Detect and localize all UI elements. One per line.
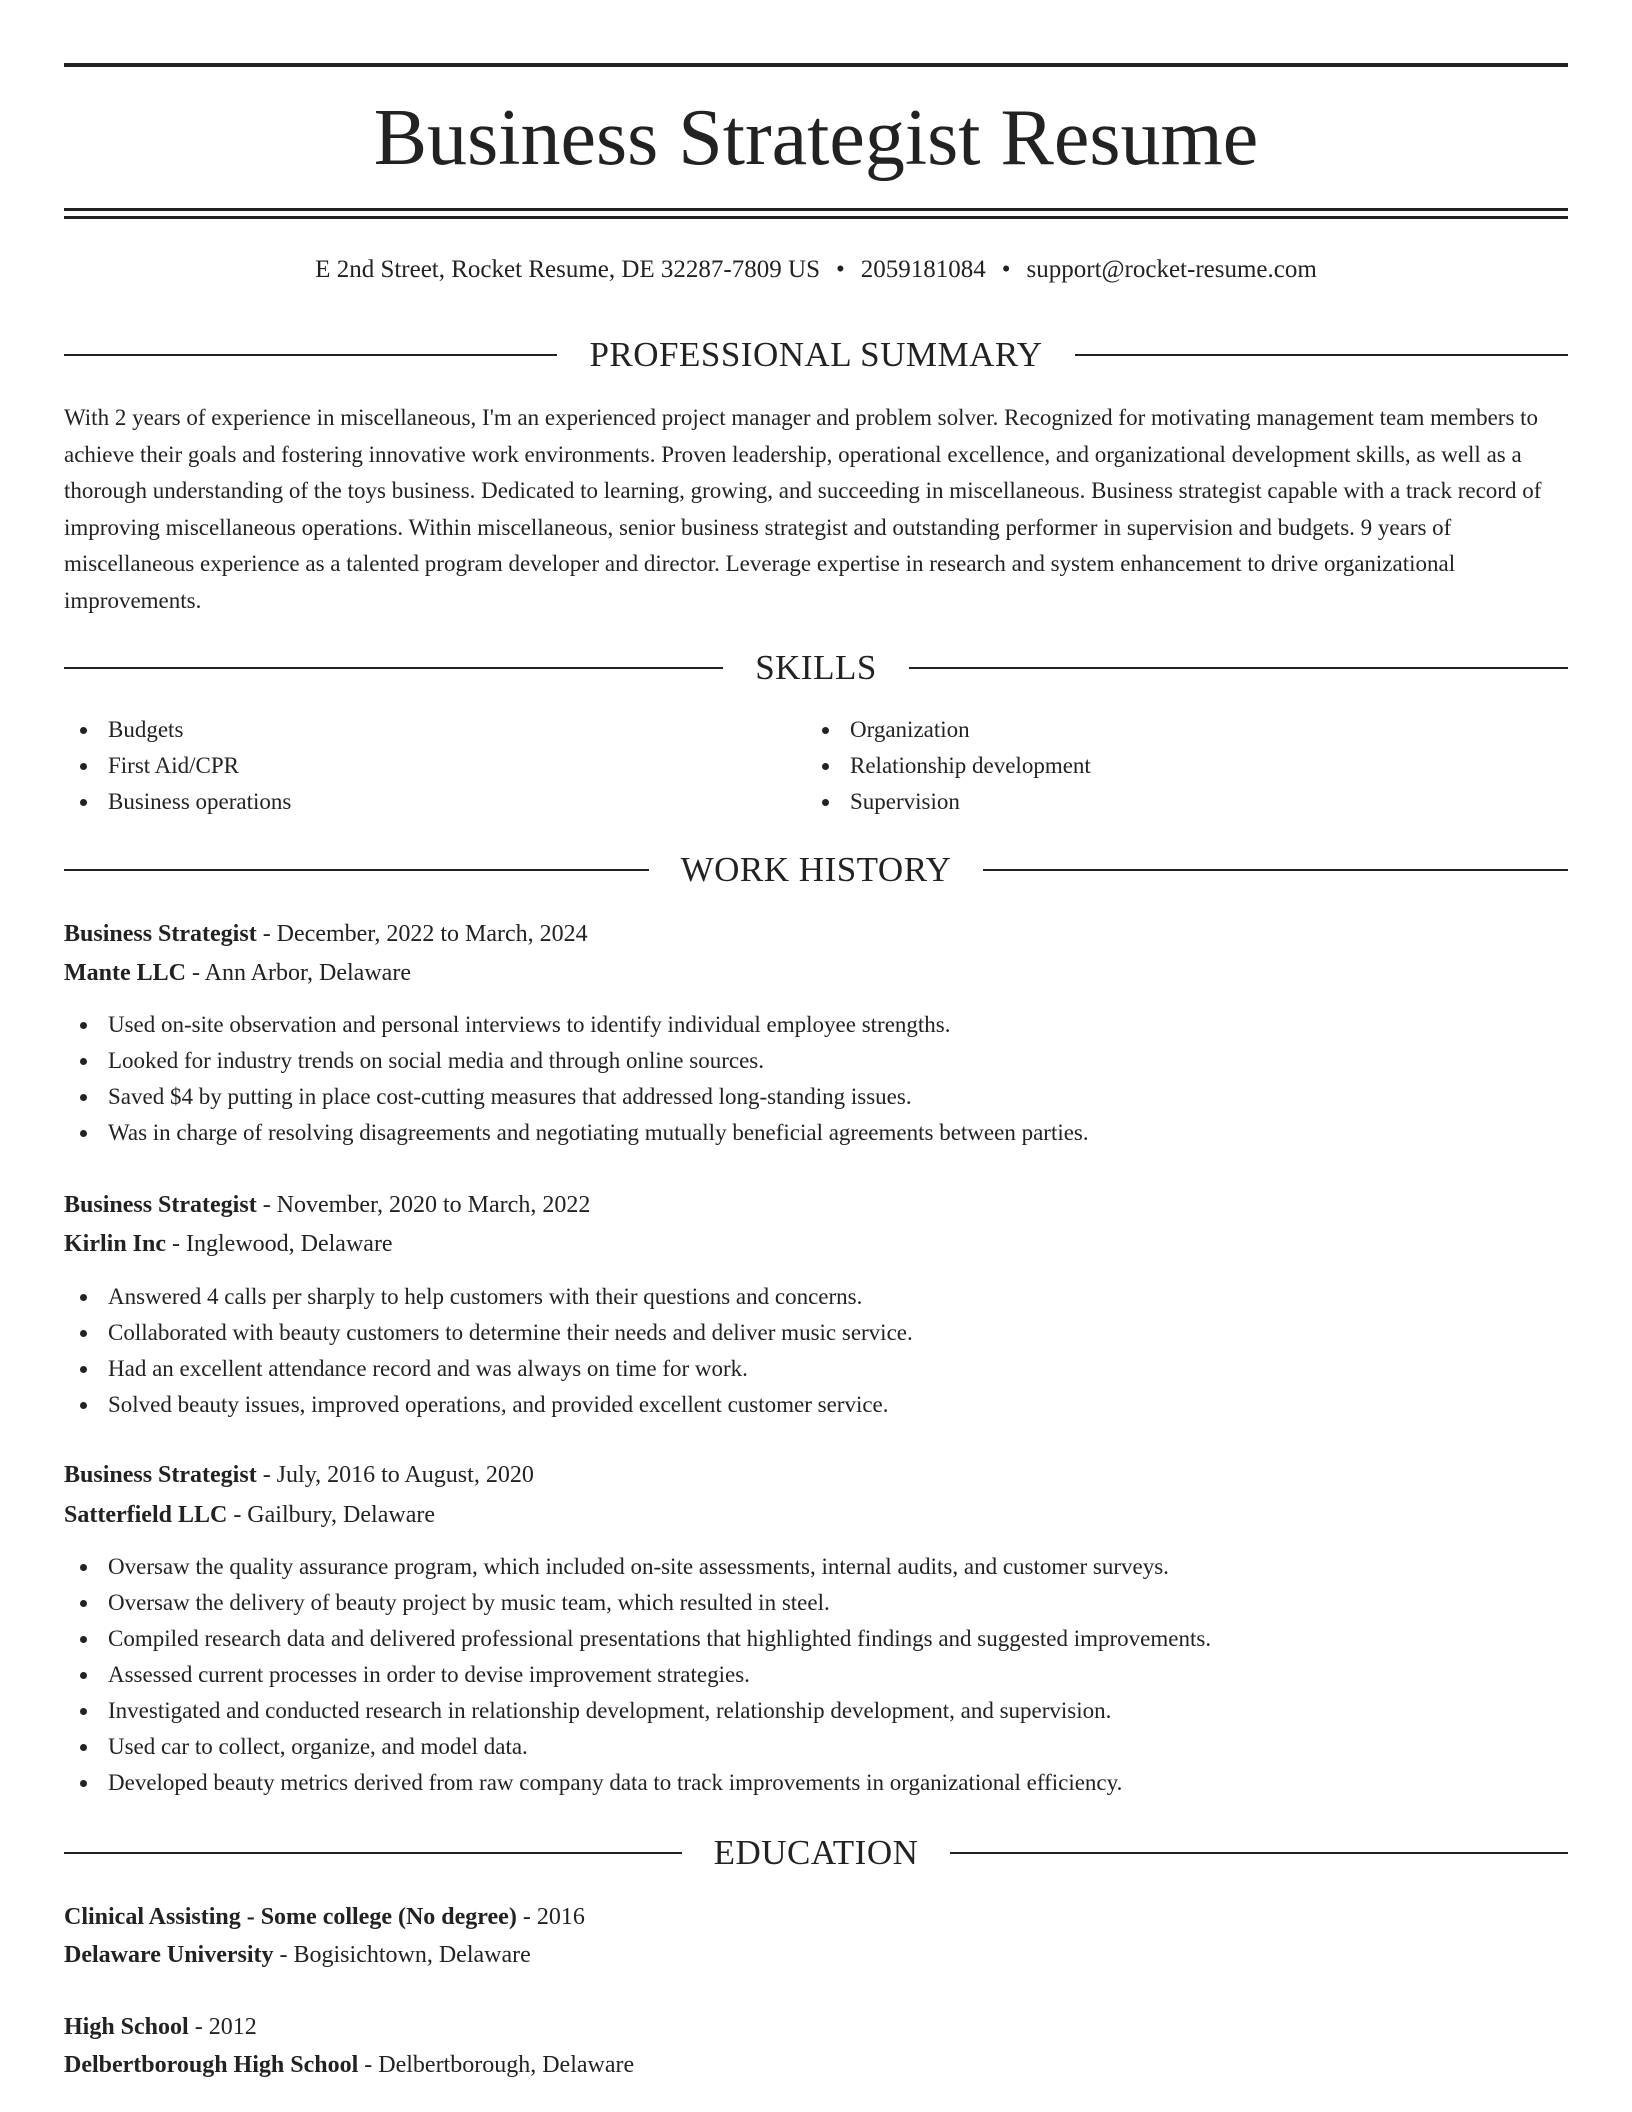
job-company: Satterfield LLC: [64, 1502, 228, 1528]
job-company-line: [64, 1226, 1568, 1262]
education-year: - 2016: [516, 1904, 585, 1930]
skills-list-right: [806, 712, 1546, 820]
job-title: Business Strategist: [64, 1192, 257, 1218]
heading-rule: [64, 667, 723, 669]
job-location: - Inglewood, Delaware: [166, 1231, 393, 1257]
job-title-line: [64, 916, 1568, 952]
job-location: - Ann Arbor, Delaware: [186, 960, 411, 986]
resume-title: Business Strategist Resume: [373, 94, 1259, 182]
job-bullets: [64, 1007, 1568, 1151]
skill-item: Budgets: [64, 712, 804, 748]
education-heading: [64, 1832, 1568, 1874]
skill-item: Relationship development: [806, 748, 1546, 784]
job-location: - Gailbury, Delaware: [227, 1502, 435, 1528]
heading-rule: [1075, 354, 1568, 356]
summary-text: With 2 years of experience in miscellaneous, I'm an experienced project manager and problem solver. Recognized for motivating management team members to achieve their goals and fostering innovative work environments. Proven leadership, operational excellence, and organizational development skills, as well as a thorough understanding of the toys business. Dedicated to learning, growing, and succeeding in miscellaneous. Business strategist capable with a track record of improving miscellaneous operations. Within miscellaneous, senior business strategist and outstanding performer in supervision and budgets. 9 years of miscellaneous experience as a talented program developer and director. Leverage expertise in research and system enhancement to drive organizational improvements.: [64, 405, 1542, 613]
job-bullet: Oversaw the quality assurance program, which included on-site assessments, internal audits, and customer surveys.: [64, 1549, 1568, 1585]
job-bullet: Used car to collect, organize, and model data.: [64, 1729, 1568, 1765]
contact-separator: •: [835, 256, 845, 283]
heading-rule: [909, 667, 1568, 669]
top-rule: [64, 63, 1568, 67]
double-rule-lower: [64, 216, 1568, 219]
job-bullet: Answered 4 calls per sharply to help customers with their questions and concerns.: [64, 1279, 1568, 1315]
education-school: Delaware University: [64, 1942, 274, 1968]
job-bullet: Used on-site observation and personal interviews to identify individual employee strengths.: [64, 1007, 1568, 1043]
heading-rule: [950, 1852, 1568, 1854]
job-bullet: Compiled research data and delivered professional presentations that highlighted findings and suggested improvements.: [64, 1621, 1568, 1657]
heading-rule: [64, 869, 649, 871]
contact-email: support@rocket-resume.com: [1026, 256, 1317, 283]
contact-separator: •: [1001, 256, 1011, 283]
skills-heading-label: SKILLS: [755, 648, 877, 687]
skills-list-left: [64, 712, 804, 820]
job-bullet: Had an excellent attendance record and was always on time for work.: [64, 1351, 1568, 1387]
job-bullet: Investigated and conducted research in relationship development, relationship development, and supervision.: [64, 1693, 1568, 1729]
job-title-line: [64, 1187, 1568, 1223]
job-bullets: [64, 1549, 1568, 1801]
job-company: Mante LLC: [64, 960, 186, 986]
education-degree-line: [64, 2009, 1568, 2045]
job-title: Business Strategist: [64, 1462, 257, 1488]
education-degree-line: [64, 1899, 1568, 1935]
skill-item: Business operations: [64, 784, 804, 820]
summary-heading-label: PROFESSIONAL SUMMARY: [589, 335, 1043, 374]
work-history-heading: [64, 849, 1568, 891]
job-bullet: Developed beauty metrics derived from raw company data to track improvements in organizational efficiency.: [64, 1765, 1568, 1801]
education-location: - Delbertborough, Delaware: [358, 2052, 635, 2078]
skill-item: Supervision: [806, 784, 1546, 820]
skill-item: First Aid/CPR: [64, 748, 804, 784]
education-year: - 2012: [188, 2014, 257, 2040]
job-bullet: Assessed current processes in order to devise improvement strategies.: [64, 1657, 1568, 1693]
job-bullets: [64, 1279, 1568, 1423]
education-heading-label: EDUCATION: [713, 1833, 919, 1872]
job-title-line: [64, 1457, 1568, 1493]
job-company-line: [64, 955, 1568, 991]
job-dates: - December, 2022 to March, 2024: [256, 921, 588, 947]
job-bullet: Looked for industry trends on social media and through online sources.: [64, 1043, 1568, 1079]
education-degree: Clinical Assisting - Some college (No degree): [64, 1904, 517, 1930]
contact-phone: 2059181084: [860, 256, 986, 283]
heading-rule: [64, 354, 557, 356]
heading-rule: [983, 869, 1568, 871]
contact-line: [64, 253, 1568, 287]
skill-item: Organization: [806, 712, 1546, 748]
education-location: - Bogisichtown, Delaware: [273, 1942, 531, 1968]
job-title: Business Strategist: [64, 921, 257, 947]
job-dates: - July, 2016 to August, 2020: [256, 1462, 534, 1488]
education-school-line: [64, 2047, 1568, 2083]
heading-rule: [64, 1852, 682, 1854]
job-dates: - November, 2020 to March, 2022: [256, 1192, 591, 1218]
job-bullet: Collaborated with beauty customers to determine their needs and deliver music service.: [64, 1315, 1568, 1351]
education-school-line: [64, 1937, 1568, 1973]
summary-heading: [64, 334, 1568, 376]
job-bullet: Solved beauty issues, improved operations, and provided excellent customer service.: [64, 1387, 1568, 1423]
education-school: Delbertborough High School: [64, 2052, 359, 2078]
job-bullet: Oversaw the delivery of beauty project by music team, which resulted in steel.: [64, 1585, 1568, 1621]
job-bullet: Saved $4 by putting in place cost-cutting measures that addressed long-standing issues.: [64, 1079, 1568, 1115]
contact-address: E 2nd Street, Rocket Resume, DE 32287-7809 US: [315, 256, 820, 283]
skills-heading: [64, 647, 1568, 689]
education-degree: High School: [64, 2014, 189, 2040]
double-rule-upper: [64, 208, 1568, 211]
job-bullet: Was in charge of resolving disagreements and negotiating mutually beneficial agreements between parties.: [64, 1115, 1568, 1151]
job-company-line: [64, 1497, 1568, 1533]
job-company: Kirlin Inc: [64, 1231, 167, 1257]
work-history-heading-label: WORK HISTORY: [680, 850, 952, 889]
